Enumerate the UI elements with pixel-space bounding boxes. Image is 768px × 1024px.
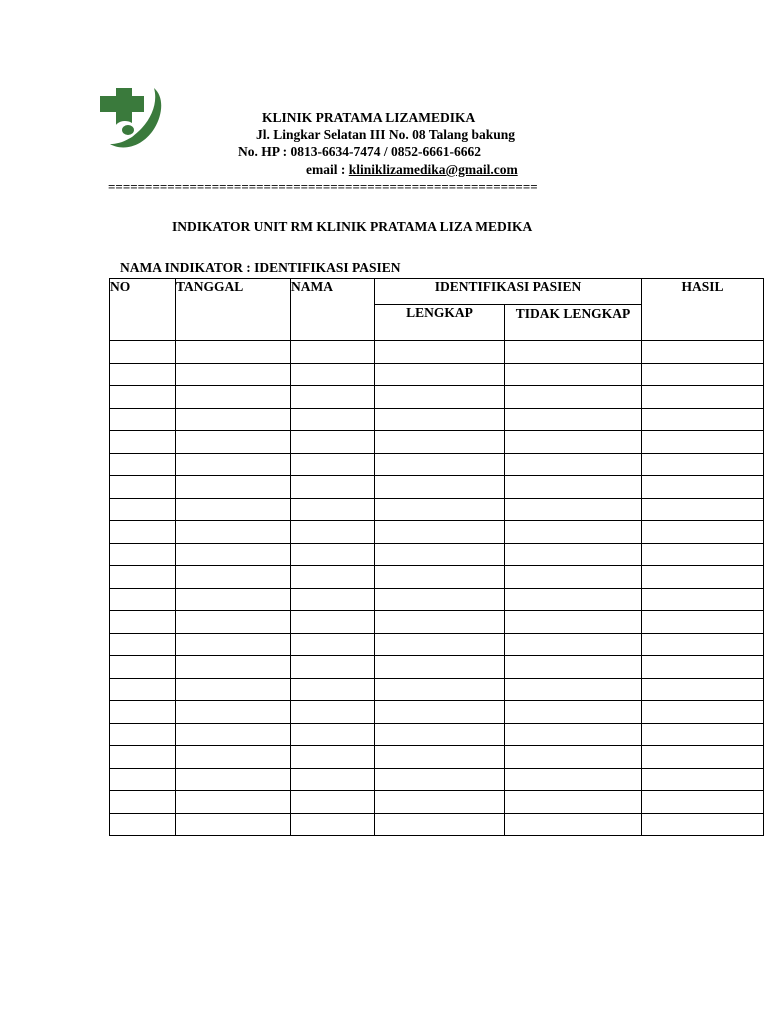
header-no: NO xyxy=(110,279,176,341)
table-cell xyxy=(176,633,291,656)
table-cell xyxy=(291,341,375,364)
table-cell xyxy=(375,588,505,611)
table-row xyxy=(110,408,764,431)
table-row xyxy=(110,633,764,656)
table-body xyxy=(110,341,764,836)
table-cell xyxy=(110,588,176,611)
table-cell xyxy=(176,768,291,791)
header-nama: NAMA xyxy=(291,279,375,341)
document-title: INDIKATOR UNIT RM KLINIK PRATAMA LIZA MEDIKA xyxy=(172,219,533,234)
table-cell xyxy=(110,521,176,544)
table-cell xyxy=(642,813,764,836)
table-cell xyxy=(375,341,505,364)
table-cell xyxy=(375,656,505,679)
table-cell xyxy=(176,431,291,454)
header-lengkap: LENGKAP xyxy=(375,305,505,341)
table-cell xyxy=(110,701,176,724)
table-cell xyxy=(505,566,642,589)
table-cell xyxy=(505,386,642,409)
table-cell xyxy=(505,813,642,836)
table-row xyxy=(110,678,764,701)
table-cell xyxy=(375,746,505,769)
table-cell xyxy=(110,476,176,499)
table-cell xyxy=(176,678,291,701)
table-cell xyxy=(375,633,505,656)
table-cell xyxy=(110,431,176,454)
clinic-email-line xyxy=(306,162,518,178)
table-cell xyxy=(375,611,505,634)
table-cell xyxy=(110,453,176,476)
table-cell xyxy=(291,588,375,611)
table-cell xyxy=(505,341,642,364)
table-cell xyxy=(375,408,505,431)
table-cell xyxy=(110,678,176,701)
table-cell xyxy=(375,566,505,589)
table-cell xyxy=(176,363,291,386)
table-cell xyxy=(375,453,505,476)
table-cell xyxy=(642,768,764,791)
table-cell xyxy=(291,431,375,454)
table-cell xyxy=(110,611,176,634)
table-cell xyxy=(375,521,505,544)
table-cell xyxy=(375,678,505,701)
table-cell xyxy=(176,588,291,611)
table-cell xyxy=(642,611,764,634)
table-row xyxy=(110,498,764,521)
table-cell xyxy=(291,656,375,679)
table-row xyxy=(110,363,764,386)
table-cell xyxy=(176,498,291,521)
table-cell xyxy=(291,453,375,476)
table-cell xyxy=(642,408,764,431)
table-cell xyxy=(110,768,176,791)
table-cell xyxy=(291,363,375,386)
table-cell xyxy=(505,588,642,611)
table-cell xyxy=(505,611,642,634)
table-cell xyxy=(176,566,291,589)
table-cell xyxy=(505,498,642,521)
table-cell xyxy=(291,678,375,701)
table-cell xyxy=(291,791,375,814)
table-cell xyxy=(505,408,642,431)
table-cell xyxy=(642,678,764,701)
clinic-phone: No. HP : 0813-6634-7474 / 0852-6661-6662 xyxy=(238,144,481,159)
table-cell xyxy=(110,543,176,566)
table-cell xyxy=(291,701,375,724)
table-cell xyxy=(505,678,642,701)
table-row xyxy=(110,768,764,791)
table-cell xyxy=(110,408,176,431)
logo-dot-shape xyxy=(122,125,134,135)
table-cell xyxy=(505,431,642,454)
table-cell xyxy=(505,453,642,476)
table-row xyxy=(110,386,764,409)
table-cell xyxy=(642,453,764,476)
header-hasil: HASIL xyxy=(642,279,764,341)
table-cell xyxy=(375,498,505,521)
table-row xyxy=(110,341,764,364)
table-cell xyxy=(110,498,176,521)
indicator-table xyxy=(109,278,764,836)
table-row xyxy=(110,813,764,836)
table-cell xyxy=(110,341,176,364)
table-cell xyxy=(505,543,642,566)
table-row xyxy=(110,656,764,679)
table-cell xyxy=(642,656,764,679)
table-cell xyxy=(642,521,764,544)
table-cell xyxy=(375,386,505,409)
table-cell xyxy=(291,723,375,746)
table-cell xyxy=(291,476,375,499)
table-cell xyxy=(375,363,505,386)
table-row xyxy=(110,543,764,566)
table-cell xyxy=(110,566,176,589)
table-row xyxy=(110,791,764,814)
table-cell xyxy=(291,611,375,634)
table-cell xyxy=(642,566,764,589)
table-cell xyxy=(291,521,375,544)
table-row xyxy=(110,521,764,544)
table-row xyxy=(110,588,764,611)
table-cell xyxy=(176,408,291,431)
table-cell xyxy=(176,521,291,544)
table-cell xyxy=(176,813,291,836)
table-row xyxy=(110,611,764,634)
table-cell xyxy=(110,633,176,656)
table-cell xyxy=(110,656,176,679)
header-tidak-lengkap: TIDAK LENGKAP xyxy=(505,305,642,341)
table-cell xyxy=(176,656,291,679)
table-cell xyxy=(375,543,505,566)
table-row xyxy=(110,701,764,724)
table-cell xyxy=(176,723,291,746)
table-cell xyxy=(291,633,375,656)
table-cell xyxy=(291,386,375,409)
table-cell xyxy=(176,791,291,814)
table-cell xyxy=(291,498,375,521)
indicator-name: NAMA INDIKATOR : IDENTIFIKASI PASIEN xyxy=(120,260,401,275)
table-cell xyxy=(110,813,176,836)
table-cell xyxy=(291,566,375,589)
table-cell xyxy=(642,476,764,499)
table-cell xyxy=(505,768,642,791)
table-cell xyxy=(505,746,642,769)
table-cell xyxy=(375,476,505,499)
table-cell xyxy=(642,543,764,566)
table-cell xyxy=(375,701,505,724)
table-cell xyxy=(642,386,764,409)
table-cell xyxy=(176,746,291,769)
table-cell xyxy=(642,791,764,814)
table-cell xyxy=(110,386,176,409)
table-cell xyxy=(642,363,764,386)
header-separator: ========================================================== xyxy=(108,179,538,194)
table-cell xyxy=(110,746,176,769)
table-cell xyxy=(291,543,375,566)
table-cell xyxy=(505,656,642,679)
table-cell xyxy=(505,476,642,499)
table-row xyxy=(110,453,764,476)
header-identifikasi: IDENTIFIKASI PASIEN xyxy=(375,279,642,305)
table-cell xyxy=(505,521,642,544)
table-cell xyxy=(642,633,764,656)
table-cell xyxy=(375,431,505,454)
table-cell xyxy=(176,476,291,499)
table-cell xyxy=(642,341,764,364)
table-cell xyxy=(642,746,764,769)
table-cell xyxy=(375,791,505,814)
clinic-logo xyxy=(98,86,166,150)
table-cell xyxy=(176,453,291,476)
clinic-name: KLINIK PRATAMA LIZAMEDIKA xyxy=(262,110,476,125)
email-link[interactable]: kliniklizamedika@gmail.com xyxy=(348,162,518,177)
table-cell xyxy=(505,633,642,656)
table-cell xyxy=(291,768,375,791)
table-row xyxy=(110,431,764,454)
table-cell xyxy=(642,701,764,724)
clinic-address: Jl. Lingkar Selatan III No. 08 Talang bakung xyxy=(256,127,515,142)
table-cell xyxy=(110,363,176,386)
table-cell xyxy=(505,701,642,724)
table-row xyxy=(110,723,764,746)
table-cell xyxy=(110,723,176,746)
table-cell xyxy=(291,746,375,769)
table-cell xyxy=(505,791,642,814)
table-row xyxy=(110,476,764,499)
table-cell xyxy=(110,791,176,814)
table-cell xyxy=(375,723,505,746)
email-label: email : xyxy=(306,162,349,177)
logo-cross-shape xyxy=(100,88,144,126)
table-cell xyxy=(642,498,764,521)
table-cell xyxy=(642,431,764,454)
table-cell xyxy=(375,768,505,791)
table-cell xyxy=(505,363,642,386)
table-cell xyxy=(176,543,291,566)
table-cell xyxy=(642,723,764,746)
table-cell xyxy=(375,813,505,836)
table-cell xyxy=(176,386,291,409)
header-tanggal: TANGGAL xyxy=(176,279,291,341)
table-cell xyxy=(642,588,764,611)
table-cell xyxy=(291,408,375,431)
table-row xyxy=(110,566,764,589)
table-cell xyxy=(505,723,642,746)
table-cell xyxy=(291,813,375,836)
table-row xyxy=(110,746,764,769)
table-cell xyxy=(176,611,291,634)
table-cell xyxy=(176,701,291,724)
table-cell xyxy=(176,341,291,364)
